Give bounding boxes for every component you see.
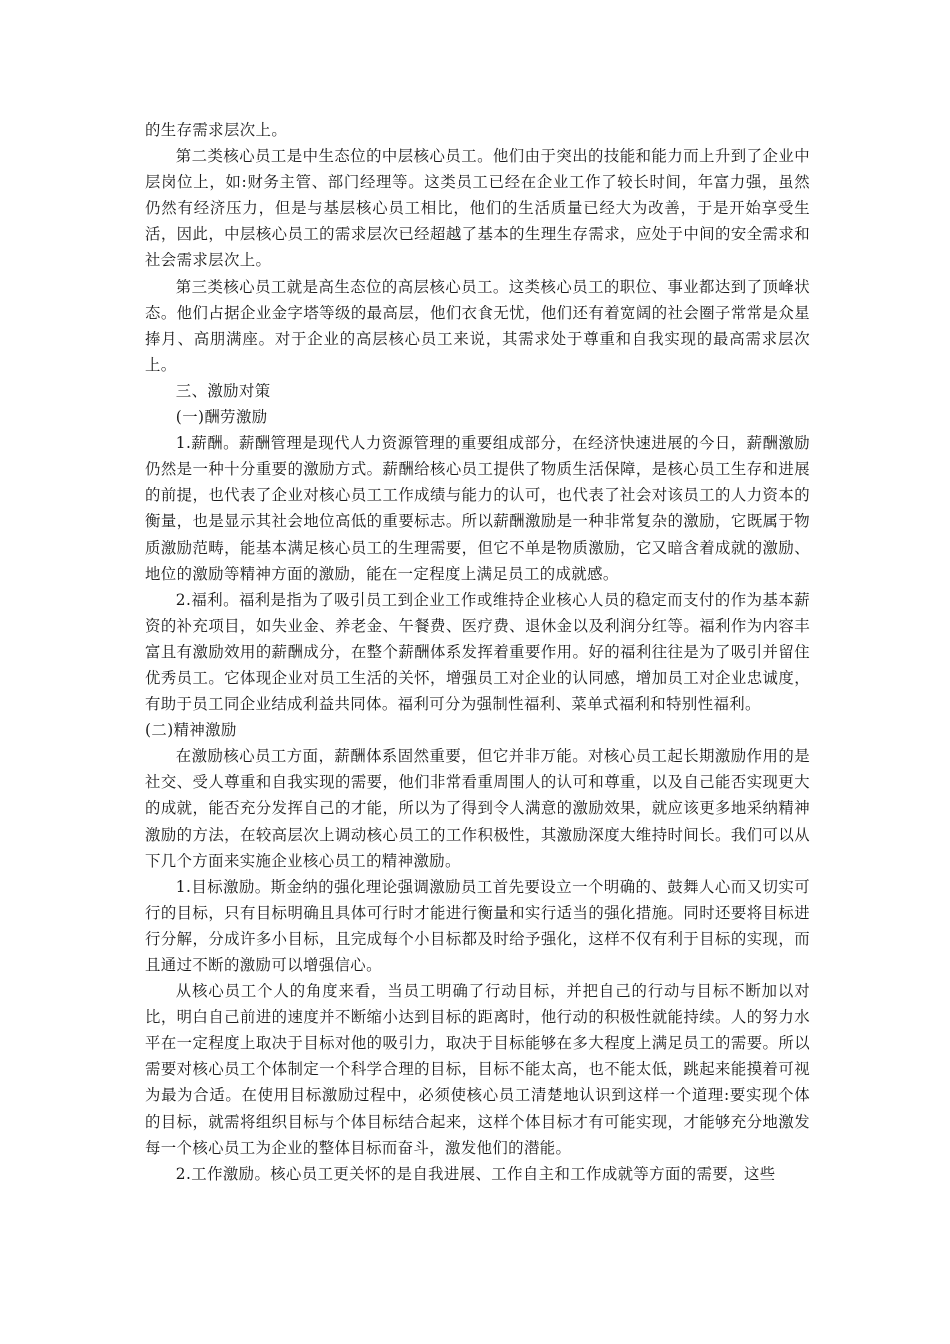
paragraph-individual-perspective: 从核心员工个人的角度来看，当员工明确了行动目标，并把自己的行动与目标不断加以对比，明白自己前进的速度并不断缩小达到目标的距离时，他行动的积极性就能持续。人的努力水平在一定程度上取决于目标对他的吸引力，取决于目标能够在多大程度上满足员工的需要。所以需要对核心员工个体制定一个科学合理的目标，目标不能太高，也不能太低，跳起来能摸着可视为最为合适。在使用目标激励过程中，必须使核心员工清楚地认识到这样一个道理:要实现个体的目标，就需将组织目标与个体目标结合起来，这样个体目标才有可能实现，才能够充分地激发每一个核心员工为企业的整体目标而奋斗，激发他们的潜能。 (145, 982, 810, 1157)
paragraph-salary: 1.薪酬。薪酬管理是现代人力资源管理的重要组成部分，在经济快速进展的今日，薪酬激励仍然是一种十分重要的激励方式。薪酬给核心员工提供了物质生活保障，是核心员工生存和进展的前提，也代表了企业对核心员工工作成绩与能力的认可，也代表了社会对该员工的人力资本的衡量，也是显示其社会地位高低的重要标志。所以薪酬激励是一种非常复杂的激励，它既属于物质激励范畴，能基本满足核心员工的生理需要，但它不单是物质激励，它又暗含着成就的激励、地位的激励等精神方面的激励，能在一定程度上满足员工的成就感。 (145, 434, 810, 583)
paragraph-mid-level-employees: 第二类核心员工是中生态位的中层核心员工。他们由于突出的技能和能力而上升到了企业中层岗位上，如:财务主管、部门经理等。这类员工已经在企业工作了较长时间，年富力强，虽然仍然有经济压力，但是与基层核心员工相比，他们的生活质量已经大为改善，于是开始享受生活，因此，中层核心员工的需求层次已经超越了基本的生理生存需求，应处于中间的安全需求和社会需求层次上。 (145, 147, 810, 270)
paragraph-continuation: 的生存需求层次上。 (145, 121, 288, 139)
section-heading-incentive-strategies: 三、激励对策 (175, 381, 271, 400)
paragraph-senior-employees: 第三类核心员工就是高生态位的高层核心员工。这类核心员工的职位、事业都达到了顶峰状态。他们占据企业金字塔等级的最高层，他们衣食无忧，他们还有着宽阔的社会圈子常常是众星捧月、高朋满座。对于企业的高层核心员工来说，其需求处于尊重和自我实现的最高需求层次上。 (145, 277, 810, 374)
paragraph-work-incentive: 2.工作激励。核心员工更关怀的是自我进展、工作自主和工作成就等方面的需要，这些 (175, 1164, 776, 1183)
paragraph-goal-incentive: 1.目标激励。斯金纳的强化理论强调激励员工首先要设立一个明确的、鼓舞人心而又切实可行的目标，只有目标明确且具体可行时才能进行衡量和实行适当的强化措施。同时还要将目标进行分解，分成许多小目标，且完成每个小目标都及时给予强化，这样不仅有利于目标的实现，而且通过不断的激励可以增强信心。 (145, 877, 810, 974)
document-page (145, 117, 810, 1187)
paragraph-spiritual-intro: 在激励核心员工方面，薪酬体系固然重要，但它并非万能。对核心员工起长期激励作用的是社交、受人尊重和自我实现的需要，他们非常看重周围人的认可和尊重，以及自己能否实现更大的成就，能否充分发挥自己的才能，所以为了得到令人满意的激励效果，就应该更多地采纳精神激励的方法，在较高层次上调动核心员工的工作积极性，其激励深度大维持时间长。我们可以从下几个方面来实施企业核心员工的精神激励。 (145, 747, 810, 870)
paragraph-welfare: 2.福利。福利是指为了吸引员工到企业工作或维持企业核心人员的稳定而支付的作为基本薪资的补充项目，如失业金、养老金、午餐费、医疗费、退休金以及利润分红等。福利作为内容丰富且有激励效用的薪酬成分，在整个薪酬体系发挥着重要作用。好的福利往往是为了吸引并留住优秀员工。它体现企业对员工生活的关怀，增强员工对企业的认同感，增加员工对企业忠诚度，有助于员工同企业结成利益共同体。福利可分为强制性福利、菜单式福利和特别性福利。 (145, 590, 810, 714)
subheading-spiritual-incentive: (二)精神激励 (145, 721, 237, 740)
subheading-compensation-incentive: (一)酬劳激励 (175, 408, 268, 427)
